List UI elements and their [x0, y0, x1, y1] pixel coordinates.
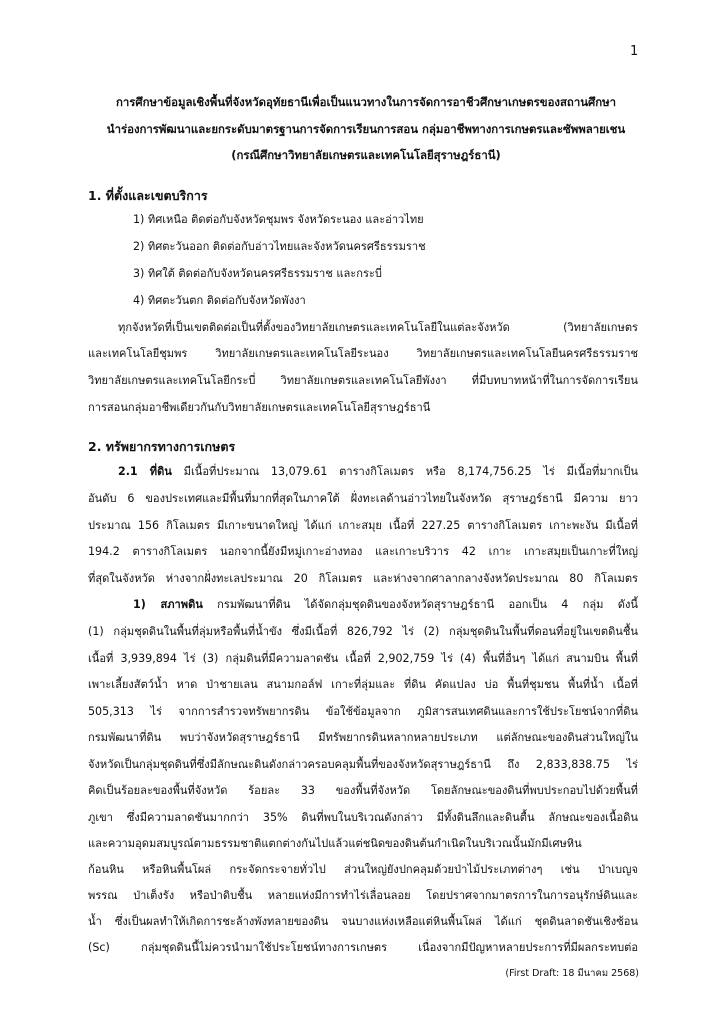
land-first-text: มีเนื้อที่ประมาณ 13,079.61 ตารางกิโลเมตร หรือ 8,174,756.25 ไร่ มีเนื้อที่มากเป็น [171, 465, 639, 478]
section-1-paragraph-line: การสอนกลุ่มอาชีพเดียวกันกับวิทยาลัยเกษตรและเทคโนโลยีสุราษฎร์ธานี [88, 401, 431, 414]
section-1-paragraph-line: วิทยาลัยเกษตรและเทคโนโลยีกระบี่ วิทยาลัยเกษตรและเทคโนโลยีพังงา ที่มีบทบาทหน้าที่ในการจัดการเรียน [88, 374, 638, 387]
soil-paragraph-first-line [133, 597, 638, 613]
soil-paragraph-line: (Sc) กลุ่มชุดดินนี้ไม่ควรนำมาใช้ประโยชน์ทางการเกษตร เนื่องจากมีปัญหาหลายประการที่มีผลกระทบต่อ [88, 941, 638, 954]
section-1-heading: 1. ที่ตั้งและเขตบริการ [88, 188, 208, 203]
soil-paragraph-line: ภูเขา ซึ่งมีความลาดชันมากกว่า 35% ดินที่พบในบริเวณดังกล่าว มีทั้งดินลึกและดินตื้น ลักษณะของเนื้อดิน [88, 811, 638, 824]
land-paragraph-first-line [118, 464, 638, 480]
soil-subheading: 1) สภาพดิน [133, 598, 203, 611]
boundary-east: 2) ทิศตะวันออก ติดต่อกับอ่าวไทยและจังหวัดนครศรีธรรมราช [133, 240, 426, 253]
soil-paragraph-line: พรรณ ป่าเต็งรัง หรือป่าดิบชื้น หลายแห่งมีการทำไร่เลื่อนลอย โดยปราศจากมาตรการในการอนุรักษ์ดินและ [88, 889, 638, 902]
land-paragraph-line: 194.2 ตารางกิโลเมตร นอกจากนี้ยังมีหมู่เกาะอ่างทอง และเกาะบริวาร 42 เกาะ เกาะสมุยเป็นเกาะที่ใหญ่ [88, 545, 638, 558]
soil-paragraph-line: 505,313 ไร่ จากการสำรวจทรัพยากรดิน ข้อใช้ข้อมูลจาก ภูมิสารสนเทศดินและการใช้ประโยชน์จากที่ดิน [88, 705, 638, 718]
title-line-2: นำร่องการพัฒนาและยกระดับมาตรฐานการจัดการเรียนการสอน กลุ่มอาชีพทางการเกษตรและซัพพลายเชน [106, 122, 626, 136]
boundary-south: 3) ทิศใต้ ติดต่อกับจังหวัดนครศรีธรรมราช และกระบี่ [133, 267, 382, 280]
soil-paragraph-line: น้ำ ซึ่งเป็นผลทำให้เกิดการชะล้างพังทลายของดิน จนบางแห่งเหลือแต่หินพื้นโผล่ ได้แก่ ชุดดินลาดชันเชิงซ้อน [88, 915, 638, 928]
boundary-north: 1) ทิศเหนือ ติดต่อกับจังหวัดชุมพร จังหวัดระนอง และอ่าวไทย [133, 213, 424, 226]
section-2-heading: 2. ทรัพยากรทางการเกษตร [88, 439, 236, 454]
soil-first-text: กรมพัฒนาที่ดิน ได้จัดกลุ่มชุดดินของจังหวัดสุราษฎร์ธานี ออกเป็น 4 กลุ่ม ดังนี้ [202, 598, 638, 611]
section-1-paragraph-line: และเทคโนโลยีชุมพร วิทยาลัยเกษตรและเทคโนโลยีระนอง วิทยาลัยเกษตรและเทคโนโลยีนครศรีธรรมราช [88, 347, 638, 360]
section-1-paragraph-line: ทุกจังหวัดที่เป็นเขตติดต่อเป็นที่ตั้งของวิทยาลัยเกษตรและเทคโนโลยีในแต่ละจังหวัด (วิทยาลัยเกษตร [118, 321, 638, 334]
title-line-3: (กรณีศึกษาวิทยาลัยเกษตรและเทคโนโลยีสุราษฎร์ธานี) [231, 148, 501, 162]
soil-paragraph-line: (1) กลุ่มชุดดินในพื้นที่ลุ่มหรือพื้นที่น้ำขัง ซึ่งมีเนื้อที่ 826,792 ไร่ (2) กลุ่มชุดดินในพื้นที่ดอนที่อยู่ในเขตดินชื้น [88, 625, 638, 638]
soil-paragraph-line: จังหวัดเป็นกลุ่มชุดดินที่ซึ่งมีลักษณะดินดังกล่าวครอบคลุมพื้นที่ของจังหวัดสุราษฎร์ธานี ถึง 2,833,838.75 ไร่ [88, 758, 638, 771]
land-paragraph-line: ประมาณ 156 กิโลเมตร มีเกาะขนาดใหญ่ ได้แก่ เกาะสมุย เนื้อที่ 227.25 ตารางกิโลเมตร เกาะพะงัน มีเนื้อที่ [88, 519, 638, 532]
land-paragraph-line: อันดับ 6 ของประเทศและมีพื้นที่มากที่สุดในภาคใต้ ฝั่งทะเลด้านอ่าวไทยในจังหวัด สุราษฎร์ธานี มีความ ยาว [88, 492, 638, 505]
boundary-west: 4) ทิศตะวันตก ติดต่อกับจังหวัดพังงา [133, 294, 306, 307]
page-number: 1 [630, 44, 639, 59]
soil-paragraph-line: และความอุดมสมบูรณ์ตามธรรมชาติแตกต่างกันไปแล้วแต่ชนิดของดินต้นกำเนิดในบริเวณนั้นมักมีเศษหิน [88, 837, 582, 850]
land-subheading: 2.1 ที่ดิน [118, 465, 172, 478]
title-line-1: การศึกษาข้อมูลเชิงพื้นที่จังหวัดอุทัยธานีเพื่อเป็นแนวทางในการจัดการอาชีวศึกษาเกษตรของสถานศึกษา [115, 95, 617, 109]
draft-footer: (First Draft: 18 มีนาคม 2568) [505, 968, 639, 979]
soil-paragraph-line: คิดเป็นร้อยละของพื้นที่จังหวัด ร้อยละ 33 ของพื้นที่จังหวัด โดยลักษณะของดินที่พบประกอบไปด้วยพื้นที่ [88, 784, 638, 797]
soil-paragraph-line: เนื้อที่ 3,939,894 ไร่ (3) กลุ่มดินที่มีความลาดชัน เนื้อที่ 2,902,759 ไร่ (4) พื้นที่อื่นๆ ได้แก่ สนามบิน พื้นที่ [88, 652, 638, 665]
soil-paragraph-line: เพาะเลี้ยงสัตว์น้ำ หาด ป่าชายเลน สนามกอล์ฟ เกาะที่ลุ่มและ ที่ดิน คัดแปลง บ่อ พื้นที่ชุมชน พื้นที่น้ำ เนื้อที่ [88, 678, 638, 691]
soil-paragraph-line: กรมพัฒนาที่ดิน พบว่าจังหวัดสุราษฎร์ธานี มีทรัพยากรดินหลากหลายประเภท แต่ลักษณะของดินส่วนใหญ่ใน [88, 731, 638, 744]
land-paragraph-line: ที่สุดในจังหวัด ห่างจากฝั่งทะเลประมาณ 20 กิโลเมตร และห่างจากศาลากลางจังหวัดประมาณ 80 กิโลเมตร [88, 572, 638, 585]
soil-paragraph-line: ก้อนหิน หรือหินพื้นโผล่ กระจัดกระจายทั่วไป ส่วนใหญ่ยังปกคลุมด้วยป่าไม้ประเภทต่างๆ เช่น ป่าเบญจ [88, 863, 638, 876]
